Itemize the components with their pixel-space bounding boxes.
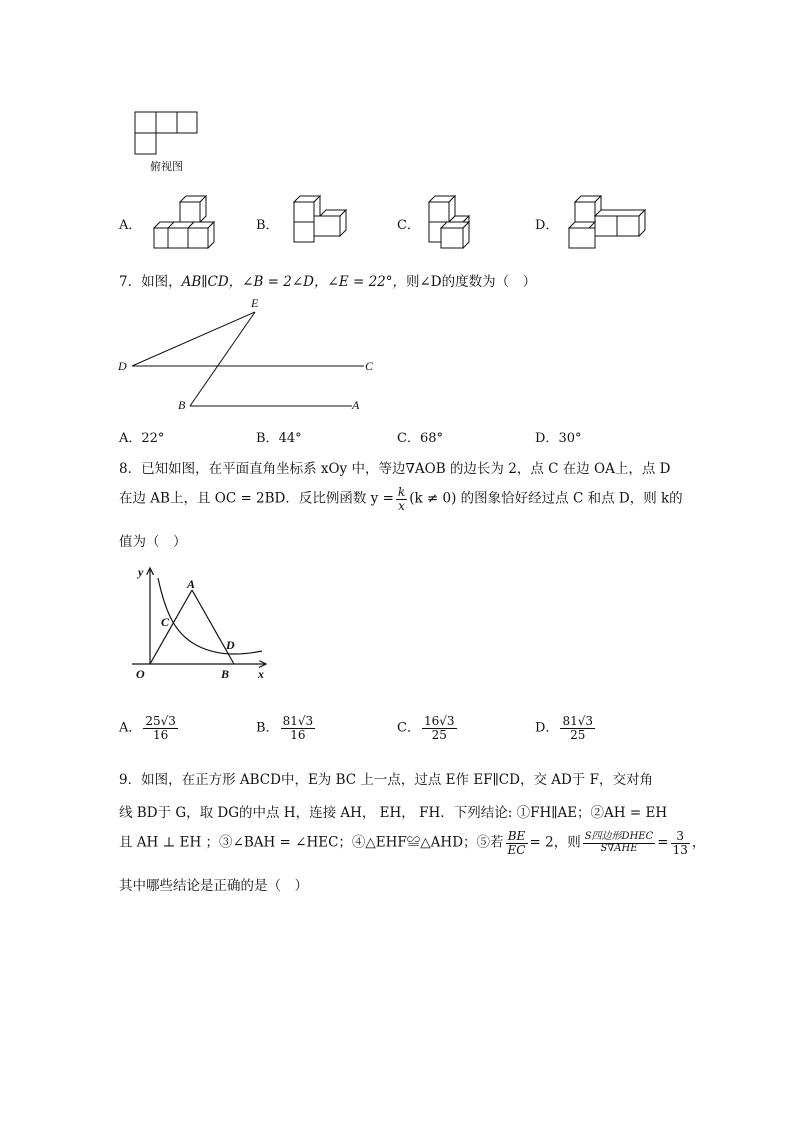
q7-option-a-label: A． xyxy=(119,431,142,446)
q7-option-a xyxy=(119,427,164,446)
q8-option-c-num: 16√3 xyxy=(423,714,455,728)
q8-option-b xyxy=(256,715,317,741)
side-ab xyxy=(192,590,234,664)
q8-label-y: y xyxy=(138,565,144,579)
q7-option-b-label: B． xyxy=(256,431,279,446)
q7-option-d-value: 30° xyxy=(558,431,582,446)
q7-option-d-label: D． xyxy=(535,431,559,446)
q8-option-a-label: A． xyxy=(119,720,142,736)
q8-label-b: B xyxy=(221,667,230,681)
q7-label-d: D xyxy=(118,359,127,373)
q9-frac1-den: EC xyxy=(507,842,526,857)
top-view-figure xyxy=(133,110,199,160)
q9-frac3-den: 13 xyxy=(672,842,688,857)
q8-label-x: x xyxy=(258,667,264,681)
q6-option-b-label: B． xyxy=(256,218,279,233)
q7-option-d xyxy=(535,427,581,446)
q8-option-a-den: 16 xyxy=(153,727,169,742)
top-view-squares xyxy=(133,110,199,156)
q9-line1: 9．如图，在正方形 ABCD中，E为 BC 上一点，过点 E作 EF∥CD，交 AD于 F，交对角 xyxy=(119,772,653,788)
q8-option-b-den: 16 xyxy=(290,727,306,742)
q6-option-c-label: C． xyxy=(397,218,420,233)
q7-figure xyxy=(112,292,382,417)
q8-option-d-frac xyxy=(560,715,595,741)
q8-figure xyxy=(128,560,273,685)
q7-stem xyxy=(119,270,536,290)
q8-option-a-frac xyxy=(143,715,178,741)
q9-be-over-ec xyxy=(506,830,528,856)
q8-option-d-label: D． xyxy=(535,720,559,736)
q9-line3-c: = xyxy=(657,834,669,851)
q7-stem-suffix: 则∠D的度数为（ ） xyxy=(406,274,537,290)
q8-label-a: A xyxy=(187,577,196,591)
q9-frac3-num: 3 xyxy=(671,830,690,844)
q7-option-c-label: C． xyxy=(397,431,420,446)
q8-label-c: C xyxy=(161,615,170,629)
q8-option-b-num: 81√3 xyxy=(282,714,314,728)
hyperbola-curve xyxy=(158,578,262,654)
q8-line3: 值为（ ） xyxy=(119,534,187,550)
q7-stem-math: AB∥CD，∠B = 2∠D，∠E = 22°， xyxy=(181,274,406,290)
q9-frac2-num: S四边形DHEC xyxy=(584,831,654,843)
q9-frac1-num: BE xyxy=(506,830,528,844)
q8-option-d-num: 81√3 xyxy=(562,714,593,728)
side-oa xyxy=(150,590,192,664)
q7-label-e: E xyxy=(251,296,259,310)
q7-option-c-value: 68° xyxy=(419,431,443,446)
q7-option-a-value: 22° xyxy=(141,431,165,446)
q8-option-d xyxy=(535,715,597,741)
q8-line1: 8．已知如图，在平面直角坐标系 xOy 中，等边∇AOB 的边长为 2，点 C 在边 OA上，点 D xyxy=(119,461,671,477)
q9-line3-d: ， xyxy=(691,834,706,851)
q7-option-c xyxy=(397,427,443,446)
q8-k-over-x xyxy=(396,486,407,512)
q8-option-b-label: B． xyxy=(256,720,279,736)
q9-line3-a: 且 AH ⊥ EH ；③∠BAH = ∠HEC；④△EHF≌△AHD；⑤若 xyxy=(119,834,504,851)
q9-line2: 线 BD于 G，取 DG的中点 H，连接 AH， EH， FH．下列结论: ①FH∥AE；②AH = EH xyxy=(119,805,668,821)
q8-option-c-den: 25 xyxy=(431,727,447,742)
q7-label-a: A xyxy=(352,398,360,412)
q9-three-thirteenths xyxy=(671,830,690,856)
q9-frac2-den: S∇AHE xyxy=(600,842,638,854)
q7-number: 7． xyxy=(119,274,142,290)
q6-option-d-label: D． xyxy=(535,218,559,233)
top-view-caption: 俯视图 xyxy=(150,160,183,173)
q7-option-b-value: 44° xyxy=(278,431,302,446)
q7-option-b xyxy=(256,427,302,446)
q6-option-b-cubes xyxy=(290,194,356,252)
q8-option-c xyxy=(397,715,459,741)
q9-line3-b: = 2，则 xyxy=(529,834,581,851)
q8-label-d: D xyxy=(226,638,235,652)
q9-area-ratio xyxy=(583,832,656,854)
q8-option-a-num: 25√3 xyxy=(145,714,176,728)
q8-option-a xyxy=(119,715,180,741)
q6-option-a-cubes xyxy=(150,194,220,252)
q9-line3 xyxy=(119,830,705,856)
q7-stem-prefix: 如图， xyxy=(141,274,182,290)
q8-option-c-label: C． xyxy=(397,720,420,736)
q8-line2-b: (k ≠ 0) 的图象恰好经过点 C 和点 D，则 k的 xyxy=(409,490,683,507)
q8-option-b-frac xyxy=(281,715,316,741)
q8-line2-a: 在边 AB上，且 OC = 2BD．反比例函数 y = xyxy=(119,490,394,507)
q7-label-c: C xyxy=(365,359,374,373)
q8-frac-den: x xyxy=(398,498,405,513)
q8-frac-num: k xyxy=(397,485,406,499)
q8-line2 xyxy=(119,486,683,512)
q8-option-c-frac xyxy=(422,715,457,741)
q9-line4: 其中哪些结论是正确的是（ ） xyxy=(119,878,308,894)
q8-option-d-den: 25 xyxy=(570,727,586,742)
q6-option-d-cubes xyxy=(565,194,649,250)
q6-option-a-label: A． xyxy=(119,218,142,233)
q6-option-c-cubes xyxy=(425,194,485,254)
q7-label-b: B xyxy=(178,398,186,412)
q8-label-o: O xyxy=(136,667,145,681)
